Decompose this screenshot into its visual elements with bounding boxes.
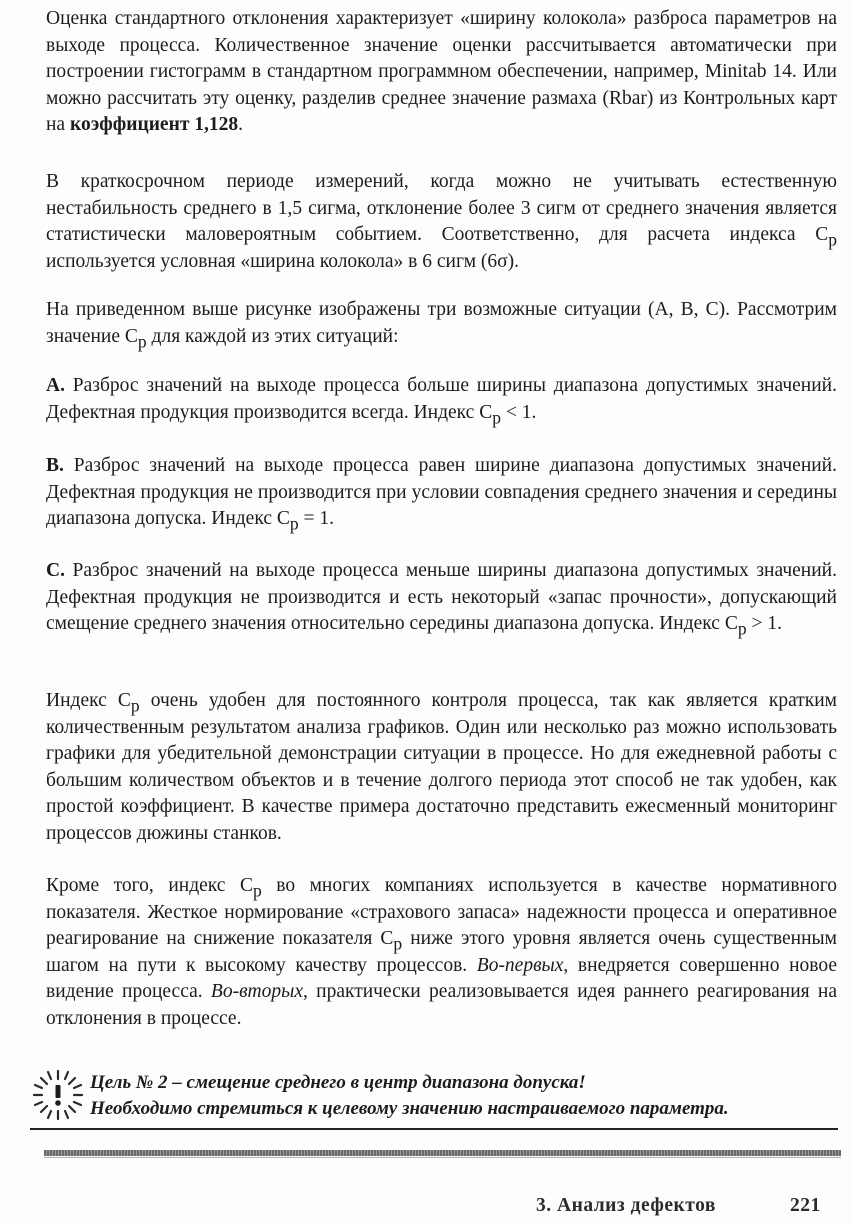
situation-label: С.: [46, 560, 65, 581]
paragraph-lead: Индекс: [46, 690, 118, 711]
goal-line-2: Необходимо стремиться к целевому значению настраиваемого параметра.: [90, 1098, 729, 1119]
paragraph-tail: используется условная «ширина колокола» в 6 сигм (6σ).: [46, 250, 520, 272]
paragraph-three-situations: [46, 297, 837, 350]
cp-subscript: p: [137, 331, 147, 352]
paragraph-tail: > 1.: [746, 613, 782, 635]
paragraph-std-deviation: [46, 6, 837, 139]
cp-subscript: p: [737, 618, 747, 639]
cp-symbol: C: [815, 224, 829, 246]
cp-subscript: p: [828, 229, 837, 250]
bold-coefficient: коэффициент 1,128: [69, 114, 239, 136]
paragraph-mid3: , внедряется совершенно новое видение процесса.: [46, 954, 837, 1003]
cp-symbol: C: [380, 928, 394, 950]
cp-index: [276, 508, 299, 534]
paragraph-situation-b: [46, 453, 837, 533]
footer-rule: [44, 1150, 841, 1156]
cp-symbol: C: [479, 401, 493, 423]
paragraph-text: В краткосрочном периоде измерений, когда можно не учитывать естественную нестабильность среднего в 1,5 сигма, отклонение более 3 сигм от среднего значения является статистически маловероятным событием. Соответственно, для расчета индекса: [46, 171, 837, 246]
cp-symbol: C: [724, 613, 738, 635]
goal-line-1: Цель № 2 – смещение среднего в центр диапазона допуска!: [90, 1072, 586, 1093]
cp-subscript: p: [130, 695, 140, 716]
paragraph-tail: = 1.: [298, 508, 335, 530]
paragraph-short-term: [46, 169, 837, 275]
running-footer-chapter: 3. Анализ дефектов: [536, 1195, 716, 1216]
paragraph-situation-a: [46, 373, 837, 426]
paragraph-end: .: [238, 114, 244, 136]
paragraph-end: , практически реализовывается идея раннего реагирования на отклонения в процессе.: [46, 981, 837, 1029]
situation-label: А.: [46, 375, 65, 396]
situation-label: В.: [46, 455, 64, 476]
cp-index: [815, 224, 837, 250]
paragraph-cp-convenience: [46, 688, 837, 848]
goal-text: [90, 1070, 842, 1122]
cp-index: [724, 613, 747, 639]
goal-callout: [30, 1068, 840, 1132]
cp-subscript: p: [492, 407, 501, 428]
paragraph-text: Оценка стандартного отклонения характеризует «ширину колокола» разброса параметров на выходе процесса. Количественное значение оценки рассчитывается автоматически при построении гистограмм в стандартном программном обеспечении, например, Minitab 14. Или можно рассчитать эту оценку, разделив среднее значение размаха (Rbar) из Контрольных карт на: [46, 8, 837, 136]
footer-rule-thin: [44, 1157, 841, 1158]
paragraph-mid: во многих компаниях используется в качестве нормативного показателя. Жесткое нормирование «страхового запаса» надежности процесса и оперативное реагирование на снижение показателя: [46, 875, 837, 950]
cp-symbol: C: [124, 325, 138, 347]
paragraph-mid2: ниже этого уровня является очень существенным шагом на пути к высокому качеству процессов.: [46, 928, 837, 976]
cp-index: [479, 401, 501, 428]
page-number: 221: [790, 1195, 821, 1216]
paragraph-tail: очень удобен для постоянного контроля процесса, так как является кратким количественным результатом анализа графиков. Один или несколько раз можно использовать графики для убедительной демонстрации ситуации в процессе. Но для ежедневной работы с большим количеством объектов и в течение долгого периода этот способ не так удобен, как простой коэффициент. В качестве примера достаточно представить ежесменный мониторинг процессов дюжины станков.: [46, 690, 837, 844]
cp-symbol: C: [239, 875, 253, 896]
goal-underline: [30, 1128, 838, 1130]
exclamation-burst-icon: [30, 1068, 86, 1122]
paragraph-text: Разброс значений на выходе процесса больше ширины диапазона допустимых значений. Дефектная продукция производится всегда. Индекс: [46, 375, 837, 423]
paragraph-tail: < 1.: [500, 401, 537, 423]
italic-firstly: Во-первых: [476, 954, 564, 976]
paragraph-tail: для каждой из этих ситуаций:: [146, 325, 399, 347]
cp-symbol: C: [117, 690, 131, 711]
paragraph-situation-c: [46, 558, 837, 638]
paragraph-text: На приведенном выше рисунке изображены три возможные ситуации (А, В, С). Рассмотрим значение: [46, 299, 837, 347]
cp-index-second: [380, 928, 403, 954]
paragraph-cp-normative: [46, 873, 837, 1033]
paragraph-text: Разброс значений на выходе процесса равен ширине диапазона допустимых значений. Дефектная продукция не производится при условии совпадения среднего значения и середины диапазона допуска. Индекс: [46, 455, 837, 530]
cp-subscript: p: [252, 880, 262, 901]
cp-index: [117, 690, 140, 716]
cp-index: [239, 875, 262, 901]
paragraph-lead: Кроме того, индекс: [46, 875, 240, 896]
cp-symbol: C: [276, 508, 290, 530]
cp-subscript: p: [393, 933, 403, 954]
italic-secondly: Во-вторых: [210, 981, 303, 1003]
cp-subscript: p: [289, 513, 299, 534]
cp-index: [124, 325, 147, 352]
paragraph-text: Разброс значений на выходе процесса меньше ширины диапазона допустимых значений. Дефектная продукция не производится и есть некоторый «запас прочности», допускающий смещение среднего значения относительно середины диапазона допуска. Индекс: [46, 560, 837, 635]
